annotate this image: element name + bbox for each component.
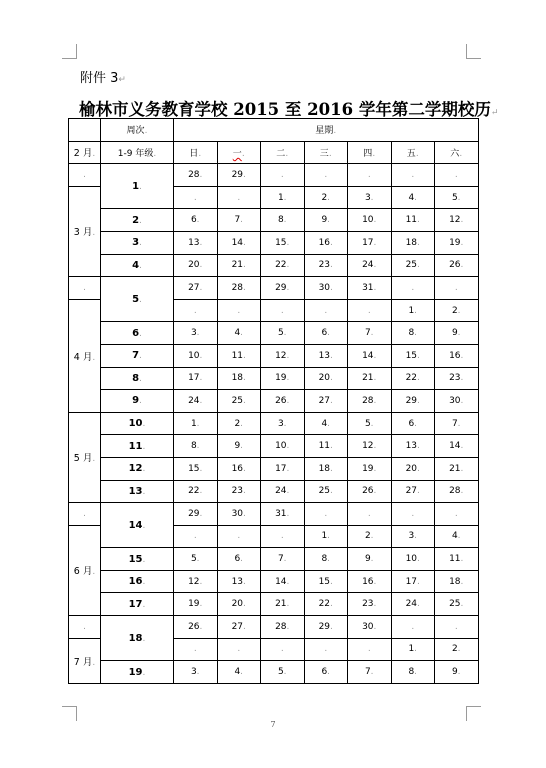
day-cell: 2. <box>435 638 479 661</box>
day-cell: 3. <box>174 661 218 684</box>
day-cell: 9. <box>304 209 348 232</box>
week-number: 6. <box>101 322 174 345</box>
day-cell: 12. <box>348 435 392 458</box>
day-cell: 11. <box>304 435 348 458</box>
day-cell: 27. <box>304 390 348 413</box>
day-cell: 28. <box>348 390 392 413</box>
day-cell: 11. <box>435 548 479 571</box>
day-cell: 9. <box>435 322 479 345</box>
day-cell: 21. <box>435 457 479 480</box>
day-cell: 30. <box>304 277 348 300</box>
day-cell: 22. <box>174 480 218 503</box>
day-cell: 5. <box>261 661 305 684</box>
day-cell: 30. <box>435 390 479 413</box>
day-cell: 4. <box>435 525 479 548</box>
day-cell: 6. <box>391 412 435 435</box>
day-cell: 1. <box>304 525 348 548</box>
day-cell: 2. <box>304 186 348 209</box>
day-cell: . <box>217 638 261 661</box>
day-cell: . <box>304 638 348 661</box>
day-cell: 8. <box>391 322 435 345</box>
header-weeks: 周次. <box>101 119 174 142</box>
day-cell: 25. <box>304 480 348 503</box>
day-cell: . <box>174 299 218 322</box>
week-number: 19. <box>101 661 174 684</box>
calendar-row <box>69 412 479 435</box>
day-cell: 29. <box>174 503 218 526</box>
day-cell: 26. <box>261 390 305 413</box>
day-cell: 21. <box>348 367 392 390</box>
month-label: 2 月. <box>69 141 101 164</box>
header-grade: 1-9 年级. <box>101 141 174 164</box>
day-cell: . <box>174 638 218 661</box>
day-cell: 30. <box>348 616 392 639</box>
calendar-row <box>69 480 479 503</box>
day-cell: 8. <box>304 548 348 571</box>
day-cell: . <box>391 503 435 526</box>
calendar-row <box>69 367 479 390</box>
day-cell: 26. <box>348 480 392 503</box>
day-cell: 12. <box>261 344 305 367</box>
day-cell: 14. <box>217 231 261 254</box>
calendar-row <box>69 661 479 684</box>
weekday-header: 日. <box>174 141 218 164</box>
week-number: 9. <box>101 390 174 413</box>
day-cell: 3. <box>174 322 218 345</box>
month-cell: . <box>69 164 101 187</box>
day-cell: 16. <box>435 344 479 367</box>
day-cell: 9. <box>348 548 392 571</box>
month-cell: 4 月. <box>69 299 101 412</box>
day-cell: 6. <box>174 209 218 232</box>
week-number: 7. <box>101 344 174 367</box>
day-cell: 28. <box>261 616 305 639</box>
day-cell: 19. <box>435 231 479 254</box>
day-cell: 9. <box>217 435 261 458</box>
day-cell: 2. <box>348 525 392 548</box>
day-cell: . <box>261 299 305 322</box>
day-cell: 25. <box>391 254 435 277</box>
day-cell: 3. <box>348 186 392 209</box>
day-cell: 16. <box>217 457 261 480</box>
week-number: 10. <box>101 412 174 435</box>
weekday-header: 三. <box>304 141 348 164</box>
day-cell: 15. <box>304 570 348 593</box>
day-cell: 11. <box>391 209 435 232</box>
day-cell: 4. <box>304 412 348 435</box>
day-cell: 8. <box>174 435 218 458</box>
calendar-row <box>69 457 479 480</box>
attachment-label: 附件 3↵ <box>80 71 126 86</box>
day-cell: 14. <box>261 570 305 593</box>
week-number: 13. <box>101 480 174 503</box>
day-cell: 26. <box>174 616 218 639</box>
calendar-row <box>69 231 479 254</box>
day-cell: . <box>435 164 479 187</box>
day-cell: 5. <box>348 412 392 435</box>
calendar-row <box>69 164 479 187</box>
day-cell: 15. <box>261 231 305 254</box>
month-cell: . <box>69 277 101 300</box>
day-cell: . <box>174 186 218 209</box>
day-cell: . <box>435 616 479 639</box>
day-cell: . <box>348 299 392 322</box>
day-cell: 12. <box>174 570 218 593</box>
day-cell: 29. <box>261 277 305 300</box>
day-cell: 20. <box>304 367 348 390</box>
day-cell: . <box>348 164 392 187</box>
crop-mark-top-left <box>62 44 77 59</box>
day-cell: . <box>261 638 305 661</box>
day-cell: . <box>261 525 305 548</box>
day-cell: 24. <box>391 593 435 616</box>
day-cell: . <box>348 638 392 661</box>
day-cell: 29. <box>304 616 348 639</box>
calendar-row <box>69 209 479 232</box>
day-cell: 22. <box>391 367 435 390</box>
day-cell: . <box>435 503 479 526</box>
calendar-row <box>69 277 479 300</box>
day-cell: 27. <box>217 616 261 639</box>
day-cell: 28. <box>174 164 218 187</box>
day-cell: 13. <box>174 231 218 254</box>
day-cell: . <box>304 299 348 322</box>
day-cell: 18. <box>391 231 435 254</box>
day-cell: 4. <box>217 661 261 684</box>
day-cell: 8. <box>391 661 435 684</box>
day-cell: 14. <box>435 435 479 458</box>
day-cell: 2. <box>217 412 261 435</box>
day-cell: 19. <box>261 367 305 390</box>
day-cell: 6. <box>304 322 348 345</box>
day-cell: 1. <box>174 412 218 435</box>
day-cell: 26. <box>435 254 479 277</box>
month-cell: 5 月. <box>69 412 101 502</box>
day-cell: 5. <box>261 322 305 345</box>
weekday-header: 一. <box>217 141 261 164</box>
day-cell: 31. <box>348 277 392 300</box>
day-cell: 24. <box>261 480 305 503</box>
day-cell: 5. <box>174 548 218 571</box>
month-cell: . <box>69 503 101 526</box>
day-cell: 7. <box>348 322 392 345</box>
day-cell: . <box>391 277 435 300</box>
day-cell: 25. <box>217 390 261 413</box>
day-cell: 28. <box>435 480 479 503</box>
month-cell: 6 月. <box>69 525 101 615</box>
header-blank-cell <box>69 119 101 142</box>
day-cell: 8. <box>261 209 305 232</box>
page-number: 7 <box>270 720 276 729</box>
day-cell: 27. <box>174 277 218 300</box>
day-cell: 18. <box>435 570 479 593</box>
day-cell: 4. <box>391 186 435 209</box>
calendar-row <box>69 570 479 593</box>
weekday-header: 二. <box>261 141 305 164</box>
day-cell: 2. <box>435 299 479 322</box>
week-number: 8. <box>101 367 174 390</box>
weekday-header: 五. <box>391 141 435 164</box>
day-cell: 22. <box>304 593 348 616</box>
week-number: 16. <box>101 570 174 593</box>
school-calendar-table <box>68 118 479 684</box>
day-cell: 21. <box>261 593 305 616</box>
calendar-row <box>69 390 479 413</box>
header-weekday-group: 星期. <box>174 119 479 142</box>
day-cell: 21. <box>217 254 261 277</box>
document-title: 榆林市义务教育学校 2015 至 2016 学年第二学期校历↵ <box>79 100 499 119</box>
day-cell: 23. <box>304 254 348 277</box>
day-cell: 7. <box>217 209 261 232</box>
day-cell: . <box>261 164 305 187</box>
week-number: 15. <box>101 548 174 571</box>
day-cell: 15. <box>174 457 218 480</box>
day-cell: 31. <box>261 503 305 526</box>
day-cell: . <box>174 525 218 548</box>
month-cell: 3 月. <box>69 186 101 276</box>
day-cell: 11. <box>217 344 261 367</box>
day-cell: 23. <box>348 593 392 616</box>
day-cell: 5. <box>435 186 479 209</box>
day-cell: 10. <box>348 209 392 232</box>
weekday-header: 六. <box>435 141 479 164</box>
day-cell: . <box>348 503 392 526</box>
day-cell: 10. <box>174 344 218 367</box>
calendar-row <box>69 593 479 616</box>
month-cell: 7 月. <box>69 638 101 683</box>
day-cell: 14. <box>348 344 392 367</box>
day-cell: 20. <box>217 593 261 616</box>
month-cell: . <box>69 616 101 639</box>
week-number: 14. <box>101 503 174 548</box>
day-cell: 1. <box>391 638 435 661</box>
day-cell: 10. <box>391 548 435 571</box>
day-cell: 17. <box>391 570 435 593</box>
day-cell: . <box>435 277 479 300</box>
day-cell: . <box>217 525 261 548</box>
day-cell: 30. <box>217 503 261 526</box>
week-number: 12. <box>101 457 174 480</box>
crop-mark-bottom-left <box>62 706 77 721</box>
day-cell: 3. <box>391 525 435 548</box>
day-cell: 1. <box>391 299 435 322</box>
day-cell: 6. <box>304 661 348 684</box>
day-cell: 4. <box>217 322 261 345</box>
day-cell: 13. <box>304 344 348 367</box>
day-cell: 16. <box>348 570 392 593</box>
day-cell: 6. <box>217 548 261 571</box>
day-cell: . <box>391 164 435 187</box>
calendar-row <box>69 616 479 639</box>
day-cell: 29. <box>391 390 435 413</box>
day-cell: 20. <box>391 457 435 480</box>
day-cell: 17. <box>261 457 305 480</box>
week-number: 2. <box>101 209 174 232</box>
calendar-row <box>69 322 479 345</box>
day-cell: 7. <box>435 412 479 435</box>
day-cell: 29. <box>217 164 261 187</box>
day-cell: 9. <box>435 661 479 684</box>
day-cell: 28. <box>217 277 261 300</box>
day-cell: 3. <box>261 412 305 435</box>
day-cell: 7. <box>261 548 305 571</box>
day-cell: 25. <box>435 593 479 616</box>
day-cell: 17. <box>348 231 392 254</box>
day-cell: 13. <box>391 435 435 458</box>
week-number: 3. <box>101 231 174 254</box>
calendar-row <box>69 254 479 277</box>
day-cell: 17. <box>174 367 218 390</box>
day-cell: 27. <box>391 480 435 503</box>
day-cell: 16. <box>304 231 348 254</box>
calendar-row <box>69 344 479 367</box>
day-cell: 19. <box>174 593 218 616</box>
day-cell: 1. <box>261 186 305 209</box>
day-cell: . <box>391 616 435 639</box>
day-cell: 18. <box>217 367 261 390</box>
week-number: 1. <box>101 164 174 209</box>
day-cell: 23. <box>217 480 261 503</box>
week-number: 11. <box>101 435 174 458</box>
calendar-row <box>69 435 479 458</box>
day-cell: 20. <box>174 254 218 277</box>
crop-mark-top-right <box>466 44 481 59</box>
day-cell: . <box>304 503 348 526</box>
day-cell: 13. <box>217 570 261 593</box>
day-cell: 24. <box>174 390 218 413</box>
day-cell: 15. <box>391 344 435 367</box>
week-number: 4. <box>101 254 174 277</box>
crop-mark-bottom-right <box>466 706 481 721</box>
day-cell: 12. <box>435 209 479 232</box>
day-cell: 22. <box>261 254 305 277</box>
week-number: 5. <box>101 277 174 322</box>
week-number: 18. <box>101 616 174 661</box>
day-cell: 10. <box>261 435 305 458</box>
day-cell: 18. <box>304 457 348 480</box>
day-cell: . <box>217 299 261 322</box>
day-cell: 19. <box>348 457 392 480</box>
day-cell: 7. <box>348 661 392 684</box>
day-cell: 24. <box>348 254 392 277</box>
calendar-row <box>69 503 479 526</box>
day-cell: 23. <box>435 367 479 390</box>
weekday-header: 四. <box>348 141 392 164</box>
calendar-row <box>69 548 479 571</box>
day-cell: . <box>217 186 261 209</box>
day-cell: . <box>304 164 348 187</box>
week-number: 17. <box>101 593 174 616</box>
